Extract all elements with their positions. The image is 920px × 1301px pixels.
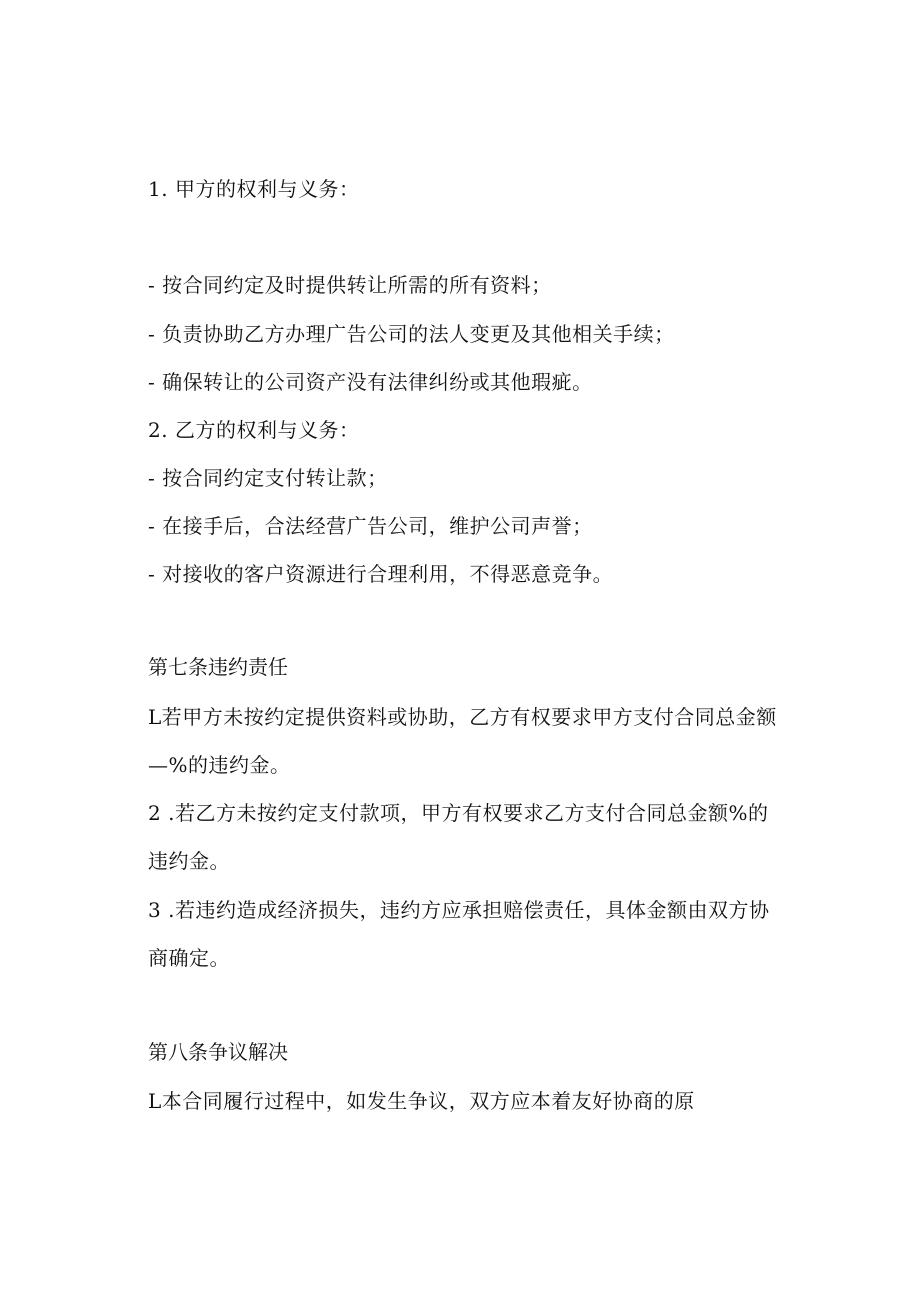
article-7-clause-3-line-1: 3 .若违约造成经济损失，违约方应承担赔偿责任，具体金额由双方协 xyxy=(148,898,770,922)
party-b-item-1: - 按合同约定支付转让款； xyxy=(148,466,388,490)
article-7-clause-3-line-2: 商确定。 xyxy=(148,946,230,970)
article-8-clause-1-line-1: L本合同履行过程中，如发生争议，双方应本着友好协商的原 xyxy=(148,1089,695,1113)
party-a-item-1: - 按合同约定及时提供转让所需的所有资料； xyxy=(148,273,552,297)
article-7-clause-2-line-2: 违约金。 xyxy=(148,849,230,873)
article-8-heading: 第八条争议解决 xyxy=(148,1040,288,1064)
article-7-clause-1-line-1: L若甲方未按约定提供资料或协助，乙方有权要求甲方支付合同总金额 xyxy=(148,705,777,729)
party-b-title: 2. 乙方的权利与义务： xyxy=(148,418,360,442)
article-7-clause-2-line-1: 2 .若乙方未按约定支付款项，甲方有权要求乙方支付合同总金额%的 xyxy=(148,801,769,825)
party-b-item-2: - 在接手后，合法经营广告公司，维护公司声誉； xyxy=(148,514,593,538)
party-b-item-3: - 对接收的客户资源进行合理利用，不得恶意竞争。 xyxy=(148,562,614,586)
article-7-heading: 第七条违约责任 xyxy=(148,655,288,679)
party-a-item-3: - 确保转让的公司资产没有法律纠纷或其他瑕疵。 xyxy=(148,370,593,394)
article-7-clause-1-line-2: —%的违约金。 xyxy=(148,753,291,777)
party-a-title: 1. 甲方的权利与义务： xyxy=(148,177,360,201)
party-a-item-2: - 负责协助乙方办理广告公司的法人变更及其他相关手续； xyxy=(148,322,675,346)
